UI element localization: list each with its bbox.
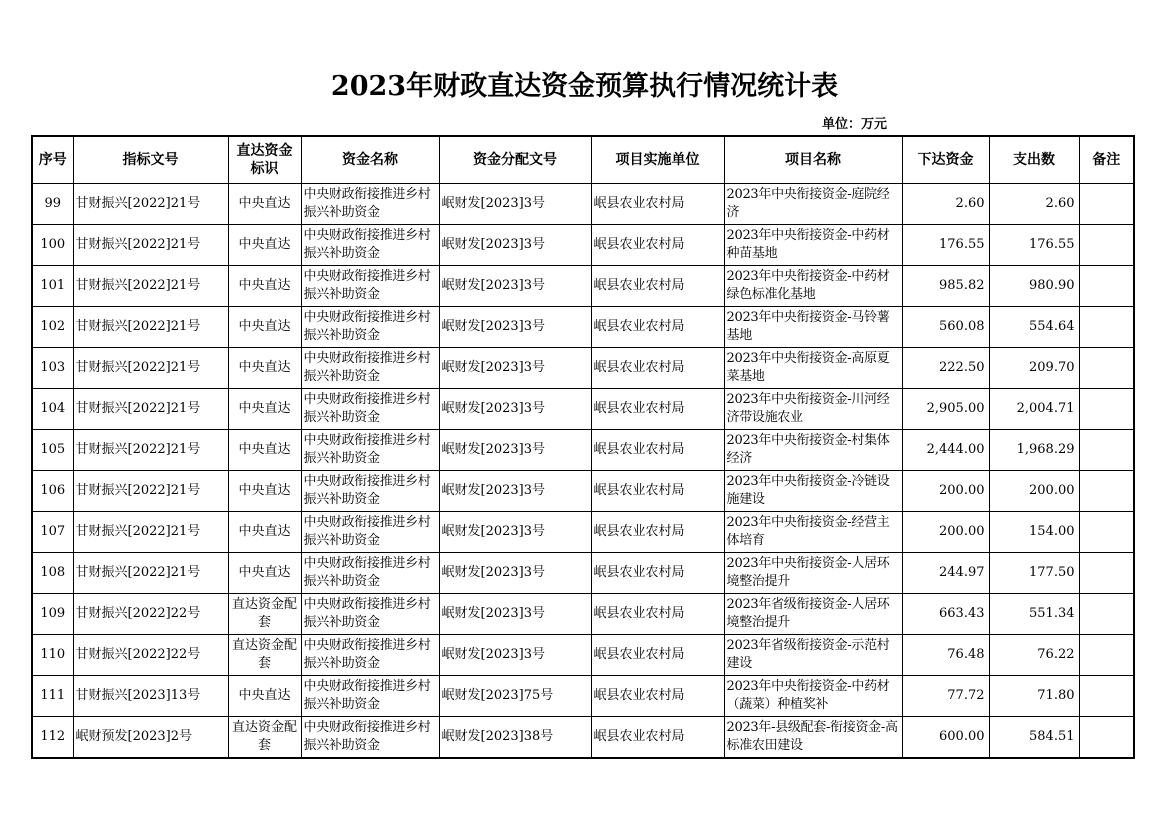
cell-mark: 中央直达 <box>228 307 301 348</box>
table-row <box>32 266 1134 307</box>
cell-project: 2023年-县级配套-衔接资金-高标准农田建设 <box>724 717 902 759</box>
table-row <box>32 676 1134 717</box>
cell-mark: 中央直达 <box>228 512 301 553</box>
cell-fund: 中央财政衔接推进乡村振兴补助资金 <box>301 512 439 553</box>
cell-seq: 106 <box>32 471 73 512</box>
cell-seq: 109 <box>32 594 73 635</box>
cell-mark: 中央直达 <box>228 266 301 307</box>
cell-unit: 岷县农业农村局 <box>591 594 724 635</box>
cell-doc: 甘财振兴[2023]13号 <box>73 676 228 717</box>
cell-project: 2023年中央衔接资金-中药材绿色标准化基地 <box>724 266 902 307</box>
cell-unit: 岷县农业农村局 <box>591 430 724 471</box>
cell-doc: 岷财预发[2023]2号 <box>73 717 228 759</box>
table-body <box>32 184 1134 759</box>
cell-spent: 76.22 <box>989 635 1079 676</box>
cell-note <box>1079 389 1134 430</box>
cell-note <box>1079 184 1134 225</box>
cell-note <box>1079 225 1134 266</box>
header-seq: 序号 <box>32 136 73 184</box>
cell-spent: 554.64 <box>989 307 1079 348</box>
cell-seq: 99 <box>32 184 73 225</box>
cell-unit: 岷县农业农村局 <box>591 635 724 676</box>
cell-fund: 中央财政衔接推进乡村振兴补助资金 <box>301 307 439 348</box>
cell-alloc: 岷财发[2023]3号 <box>439 266 591 307</box>
cell-issued: 600.00 <box>902 717 989 759</box>
cell-seq: 111 <box>32 676 73 717</box>
cell-mark: 直达资金配套 <box>228 594 301 635</box>
cell-unit: 岷县农业农村局 <box>591 225 724 266</box>
cell-seq: 102 <box>32 307 73 348</box>
cell-alloc: 岷财发[2023]38号 <box>439 717 591 759</box>
table-row <box>32 348 1134 389</box>
cell-unit: 岷县农业农村局 <box>591 348 724 389</box>
cell-spent: 71.80 <box>989 676 1079 717</box>
cell-unit: 岷县农业农村局 <box>591 676 724 717</box>
cell-seq: 110 <box>32 635 73 676</box>
cell-issued: 2,905.00 <box>902 389 989 430</box>
cell-alloc: 岷财发[2023]3号 <box>439 348 591 389</box>
cell-note <box>1079 266 1134 307</box>
cell-seq: 103 <box>32 348 73 389</box>
cell-spent: 2.60 <box>989 184 1079 225</box>
cell-doc: 甘财振兴[2022]21号 <box>73 225 228 266</box>
cell-note <box>1079 512 1134 553</box>
cell-mark: 中央直达 <box>228 389 301 430</box>
cell-project: 2023年省级衔接资金-人居环境整治提升 <box>724 594 902 635</box>
cell-project: 2023年中央衔接资金-高原夏菜基地 <box>724 348 902 389</box>
cell-issued: 2.60 <box>902 184 989 225</box>
cell-fund: 中央财政衔接推进乡村振兴补助资金 <box>301 348 439 389</box>
cell-project: 2023年中央衔接资金-庭院经济 <box>724 184 902 225</box>
cell-mark: 中央直达 <box>228 471 301 512</box>
cell-alloc: 岷财发[2023]3号 <box>439 430 591 471</box>
table-row <box>32 512 1134 553</box>
cell-note <box>1079 676 1134 717</box>
cell-mark: 中央直达 <box>228 553 301 594</box>
cell-fund: 中央财政衔接推进乡村振兴补助资金 <box>301 676 439 717</box>
table-row <box>32 635 1134 676</box>
unit-label: 单位：万元 <box>822 117 888 132</box>
table-row <box>32 307 1134 348</box>
cell-issued: 176.55 <box>902 225 989 266</box>
cell-seq: 100 <box>32 225 73 266</box>
cell-alloc: 岷财发[2023]75号 <box>439 676 591 717</box>
cell-mark: 中央直达 <box>228 348 301 389</box>
cell-unit: 岷县农业农村局 <box>591 717 724 759</box>
header-unit: 项目实施单位 <box>591 136 724 184</box>
cell-project: 2023年中央衔接资金-川河经济带设施农业 <box>724 389 902 430</box>
cell-doc: 甘财振兴[2022]22号 <box>73 635 228 676</box>
cell-unit: 岷县农业农村局 <box>591 389 724 430</box>
cell-issued: 244.97 <box>902 553 989 594</box>
cell-spent: 2,004.71 <box>989 389 1079 430</box>
cell-doc: 甘财振兴[2022]21号 <box>73 430 228 471</box>
header-note: 备注 <box>1079 136 1134 184</box>
cell-issued: 2,444.00 <box>902 430 989 471</box>
cell-seq: 107 <box>32 512 73 553</box>
cell-alloc: 岷财发[2023]3号 <box>439 225 591 266</box>
cell-issued: 200.00 <box>902 512 989 553</box>
cell-spent: 584.51 <box>989 717 1079 759</box>
cell-seq: 112 <box>32 717 73 759</box>
cell-alloc: 岷财发[2023]3号 <box>439 635 591 676</box>
cell-spent: 980.90 <box>989 266 1079 307</box>
cell-project: 2023年中央衔接资金-冷链设施建设 <box>724 471 902 512</box>
cell-fund: 中央财政衔接推进乡村振兴补助资金 <box>301 553 439 594</box>
cell-note <box>1079 553 1134 594</box>
cell-fund: 中央财政衔接推进乡村振兴补助资金 <box>301 717 439 759</box>
cell-alloc: 岷财发[2023]3号 <box>439 184 591 225</box>
cell-doc: 甘财振兴[2022]21号 <box>73 471 228 512</box>
cell-spent: 154.00 <box>989 512 1079 553</box>
cell-alloc: 岷财发[2023]3号 <box>439 307 591 348</box>
cell-project: 2023年省级衔接资金-示范村建设 <box>724 635 902 676</box>
cell-seq: 108 <box>32 553 73 594</box>
table-row <box>32 594 1134 635</box>
cell-mark: 直达资金配套 <box>228 635 301 676</box>
cell-doc: 甘财振兴[2022]21号 <box>73 512 228 553</box>
table-row <box>32 717 1134 759</box>
cell-issued: 222.50 <box>902 348 989 389</box>
cell-spent: 200.00 <box>989 471 1079 512</box>
header-alloc: 资金分配文号 <box>439 136 591 184</box>
cell-spent: 177.50 <box>989 553 1079 594</box>
cell-issued: 77.72 <box>902 676 989 717</box>
cell-fund: 中央财政衔接推进乡村振兴补助资金 <box>301 266 439 307</box>
cell-mark: 直达资金配套 <box>228 717 301 759</box>
cell-project: 2023年中央衔接资金-经营主体培育 <box>724 512 902 553</box>
cell-note <box>1079 717 1134 759</box>
cell-fund: 中央财政衔接推进乡村振兴补助资金 <box>301 635 439 676</box>
cell-project: 2023年中央衔接资金-马铃薯基地 <box>724 307 902 348</box>
table-row <box>32 225 1134 266</box>
cell-alloc: 岷财发[2023]3号 <box>439 594 591 635</box>
cell-unit: 岷县农业农村局 <box>591 512 724 553</box>
table-row <box>32 389 1134 430</box>
cell-issued: 200.00 <box>902 471 989 512</box>
header-issued: 下达资金 <box>902 136 989 184</box>
cell-fund: 中央财政衔接推进乡村振兴补助资金 <box>301 184 439 225</box>
cell-doc: 甘财振兴[2022]21号 <box>73 266 228 307</box>
cell-alloc: 岷财发[2023]3号 <box>439 389 591 430</box>
cell-issued: 76.48 <box>902 635 989 676</box>
cell-doc: 甘财振兴[2022]21号 <box>73 348 228 389</box>
cell-mark: 中央直达 <box>228 225 301 266</box>
cell-issued: 560.08 <box>902 307 989 348</box>
cell-spent: 551.34 <box>989 594 1079 635</box>
page-title: 2023年财政直达资金预算执行情况统计表 <box>330 71 839 102</box>
cell-doc: 甘财振兴[2022]22号 <box>73 594 228 635</box>
cell-seq: 104 <box>32 389 73 430</box>
cell-alloc: 岷财发[2023]3号 <box>439 553 591 594</box>
cell-spent: 209.70 <box>989 348 1079 389</box>
cell-alloc: 岷财发[2023]3号 <box>439 512 591 553</box>
cell-note <box>1079 430 1134 471</box>
cell-spent: 176.55 <box>989 225 1079 266</box>
header-mark: 直达资金标识 <box>228 136 301 184</box>
cell-fund: 中央财政衔接推进乡村振兴补助资金 <box>301 594 439 635</box>
cell-note <box>1079 348 1134 389</box>
table-row <box>32 430 1134 471</box>
cell-doc: 甘财振兴[2022]21号 <box>73 389 228 430</box>
cell-fund: 中央财政衔接推进乡村振兴补助资金 <box>301 471 439 512</box>
cell-note <box>1079 635 1134 676</box>
cell-unit: 岷县农业农村局 <box>591 266 724 307</box>
table-row <box>32 471 1134 512</box>
header-doc: 指标文号 <box>73 136 228 184</box>
cell-fund: 中央财政衔接推进乡村振兴补助资金 <box>301 389 439 430</box>
cell-project: 2023年中央衔接资金-中药材种苗基地 <box>724 225 902 266</box>
cell-alloc: 岷财发[2023]3号 <box>439 471 591 512</box>
cell-seq: 101 <box>32 266 73 307</box>
cell-issued: 985.82 <box>902 266 989 307</box>
cell-unit: 岷县农业农村局 <box>591 553 724 594</box>
cell-note <box>1079 471 1134 512</box>
cell-unit: 岷县农业农村局 <box>591 471 724 512</box>
header-fund: 资金名称 <box>301 136 439 184</box>
header-row <box>32 136 1134 184</box>
cell-fund: 中央财政衔接推进乡村振兴补助资金 <box>301 225 439 266</box>
cell-mark: 中央直达 <box>228 184 301 225</box>
cell-fund: 中央财政衔接推进乡村振兴补助资金 <box>301 430 439 471</box>
table-row <box>32 184 1134 225</box>
cell-mark: 中央直达 <box>228 676 301 717</box>
cell-project: 2023年中央衔接资金-村集体经济 <box>724 430 902 471</box>
cell-note <box>1079 307 1134 348</box>
cell-doc: 甘财振兴[2022]21号 <box>73 307 228 348</box>
header-project: 项目名称 <box>724 136 902 184</box>
budget-table <box>31 135 1135 759</box>
cell-issued: 663.43 <box>902 594 989 635</box>
cell-unit: 岷县农业农村局 <box>591 307 724 348</box>
cell-doc: 甘财振兴[2022]21号 <box>73 184 228 225</box>
table-row <box>32 553 1134 594</box>
cell-doc: 甘财振兴[2022]21号 <box>73 553 228 594</box>
cell-spent: 1,968.29 <box>989 430 1079 471</box>
cell-project: 2023年中央衔接资金-人居环境整治提升 <box>724 553 902 594</box>
cell-project: 2023年中央衔接资金-中药材（蔬菜）种植奖补 <box>724 676 902 717</box>
cell-mark: 中央直达 <box>228 430 301 471</box>
cell-seq: 105 <box>32 430 73 471</box>
header-spent: 支出数 <box>989 136 1079 184</box>
cell-unit: 岷县农业农村局 <box>591 184 724 225</box>
cell-note <box>1079 594 1134 635</box>
